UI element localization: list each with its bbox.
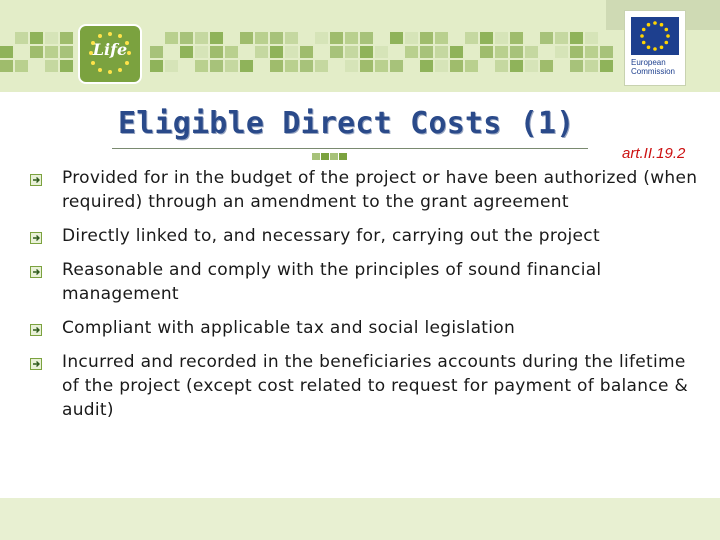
decorative-tile xyxy=(360,60,373,72)
decorative-tile xyxy=(570,46,583,58)
decorative-tile xyxy=(165,60,178,72)
bullet-item xyxy=(30,350,700,422)
decorative-tile xyxy=(60,32,73,44)
decorative-tile xyxy=(540,32,553,44)
decorative-tile xyxy=(300,46,313,58)
decorative-tile xyxy=(360,46,373,58)
decorative-tile xyxy=(285,32,298,44)
decorative-tile xyxy=(30,32,43,44)
bullet-item xyxy=(30,166,700,214)
decorative-tile xyxy=(270,46,283,58)
decorative-tile xyxy=(270,32,283,44)
decorative-tile xyxy=(540,60,553,72)
decorative-tile xyxy=(495,46,508,58)
decorative-tile xyxy=(390,60,403,72)
decorative-tile xyxy=(525,60,538,72)
decorative-tile xyxy=(255,32,268,44)
decorative-tile xyxy=(510,32,523,44)
decorative-tile xyxy=(345,32,358,44)
arrow-right-box-icon xyxy=(30,355,42,367)
decorative-tile xyxy=(345,46,358,58)
decorative-tile xyxy=(285,60,298,72)
decorative-tile xyxy=(405,32,418,44)
arrow-right-box-icon xyxy=(30,263,42,275)
decorative-tile xyxy=(555,32,568,44)
decorative-tile xyxy=(570,32,583,44)
bullet-item xyxy=(30,258,700,306)
decorative-tile xyxy=(585,32,598,44)
decorative-tile xyxy=(225,60,238,72)
decorative-tile xyxy=(585,46,598,58)
decorative-tile xyxy=(495,60,508,72)
decorative-tile xyxy=(435,46,448,58)
article-reference: art.II.19.2 xyxy=(622,145,686,162)
decorative-tile xyxy=(45,32,58,44)
ec-label-line1: European xyxy=(631,58,666,67)
slide-title: Eligible Direct Costs (1) xyxy=(118,106,575,141)
decorative-tile xyxy=(300,60,313,72)
decorative-tile xyxy=(450,46,463,58)
decorative-tile xyxy=(15,32,28,44)
decorative-tile xyxy=(600,60,613,72)
decorative-tile xyxy=(150,60,163,72)
bullet-list xyxy=(30,166,700,432)
footer-band xyxy=(0,498,720,540)
decorative-tile xyxy=(555,46,568,58)
title-divider-squares xyxy=(312,145,348,164)
decorative-tile xyxy=(60,60,73,72)
arrow-right-box-icon xyxy=(30,321,42,333)
decorative-tile xyxy=(210,32,223,44)
decorative-tile xyxy=(420,32,433,44)
life-programme-logo xyxy=(78,24,142,84)
decorative-tile xyxy=(45,46,58,58)
decorative-tile xyxy=(240,32,253,44)
decorative-tile xyxy=(465,60,478,72)
decorative-tile xyxy=(480,46,493,58)
decorative-tile xyxy=(330,46,343,58)
decorative-tile xyxy=(450,60,463,72)
ec-logo-label xyxy=(631,58,683,76)
decorative-tile xyxy=(315,32,328,44)
decorative-tile xyxy=(0,46,13,58)
decorative-tile xyxy=(435,32,448,44)
bullet-text: Reasonable and comply with the principles of sound financial management xyxy=(62,260,602,304)
decorative-tile xyxy=(525,46,538,58)
decorative-tile xyxy=(255,46,268,58)
decorative-tile xyxy=(150,46,163,58)
bullet-text: Incurred and recorded in the beneficiaries accounts during the lifetime of the project (except cost related to request for payment of balance & audit) xyxy=(62,352,689,420)
decorative-tile xyxy=(225,46,238,58)
decorative-tile xyxy=(375,60,388,72)
decorative-tile xyxy=(330,32,343,44)
decorative-tile xyxy=(420,60,433,72)
decorative-tile xyxy=(60,46,73,58)
decorative-tile xyxy=(495,32,508,44)
decorative-tile xyxy=(405,46,418,58)
decorative-tile xyxy=(180,46,193,58)
bullet-item xyxy=(30,316,700,340)
decorative-tile xyxy=(210,60,223,72)
decorative-tile xyxy=(240,60,253,72)
life-logo-text: Life xyxy=(92,40,128,59)
decorative-tile xyxy=(45,60,58,72)
decorative-tile xyxy=(420,46,433,58)
decorative-tile xyxy=(375,46,388,58)
decorative-tile xyxy=(345,60,358,72)
decorative-tile xyxy=(480,32,493,44)
european-commission-logo xyxy=(624,10,686,86)
eu-flag-icon xyxy=(631,17,679,55)
decorative-tile xyxy=(210,46,223,58)
bullet-text: Provided for in the budget of the project or have been authorized (when required) through an amendment to the grant agreement xyxy=(62,168,698,212)
arrow-right-box-icon xyxy=(30,229,42,241)
decorative-tile xyxy=(360,32,373,44)
bullet-text: Compliant with applicable tax and social legislation xyxy=(62,318,516,338)
decorative-tile xyxy=(0,60,13,72)
decorative-tile xyxy=(285,46,298,58)
title-divider xyxy=(112,148,588,149)
decorative-tile xyxy=(30,46,43,58)
bullet-item xyxy=(30,224,700,248)
decorative-tile xyxy=(435,60,448,72)
decorative-tile xyxy=(195,60,208,72)
ec-label-line2: Commission xyxy=(631,67,676,76)
decorative-tile xyxy=(585,60,598,72)
decorative-tile xyxy=(15,60,28,72)
decorative-tile xyxy=(510,46,523,58)
decorative-tile xyxy=(465,32,478,44)
decorative-tile xyxy=(570,60,583,72)
decorative-tile xyxy=(165,32,178,44)
bullet-text: Directly linked to, and necessary for, carrying out the project xyxy=(62,226,600,246)
decorative-tile xyxy=(270,60,283,72)
decorative-tile xyxy=(390,32,403,44)
decorative-tile xyxy=(510,60,523,72)
decorative-tile xyxy=(315,60,328,72)
decorative-tile xyxy=(180,32,193,44)
decorative-tile xyxy=(195,46,208,58)
header-banner xyxy=(0,0,720,92)
decorative-tile xyxy=(600,46,613,58)
decorative-tile xyxy=(195,32,208,44)
arrow-right-box-icon xyxy=(30,171,42,183)
